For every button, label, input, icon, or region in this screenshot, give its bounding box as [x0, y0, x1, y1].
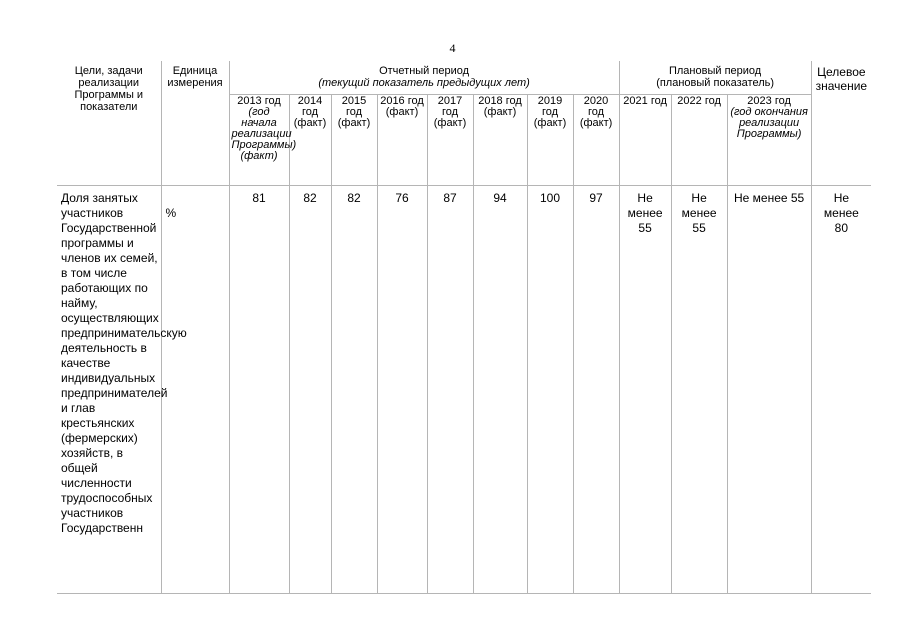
value-cell: Не менее 55 — [671, 185, 727, 593]
target-column-header: Целевое значение — [811, 61, 871, 185]
indicators-table — [57, 61, 871, 594]
reporting-period-header — [229, 61, 619, 94]
year-header: 2020 год (факт) — [573, 94, 619, 185]
year-header: 2017 год (факт) — [427, 94, 473, 185]
year-header: 2023 год (год окончания реализации Программы) — [727, 94, 811, 185]
value-cell: 97 — [573, 185, 619, 593]
year-header: 2013 год (год начала реализации Программы) (факт) — [229, 94, 289, 185]
planned-period-title: Плановый период — [668, 65, 762, 77]
unit-column-header: Единица измерения — [161, 61, 229, 185]
goals-column-header: Цели, задачи реализации Программы и показатели — [57, 61, 161, 185]
value-cell: 82 — [331, 185, 377, 593]
value-cell: 76 — [377, 185, 427, 593]
value-cell: 82 — [289, 185, 331, 593]
year-header: 2018 год (факт) — [473, 94, 527, 185]
year-header: 2022 год — [671, 94, 727, 185]
reporting-period-title: Отчетный период — [379, 65, 470, 77]
value-cell: 81 — [229, 185, 289, 593]
indicator-description: Доля занятых участников Государственной программы и членов их семей, в том числе работающих по найму, осуществляющих предпринимательскую деятельность в качестве индивидуальных предпринимателей и глав крестьянских (фермерских) хозяйств, в общей численности трудоспособных участников Государственн — [57, 185, 161, 593]
target-value: Не менее 80 — [811, 185, 871, 593]
page-number: 4 — [449, 41, 456, 55]
value-cell: 87 — [427, 185, 473, 593]
year-header: 2021 год — [619, 94, 671, 185]
value-cell: Не менее 55 — [619, 185, 671, 593]
header-row-1 — [57, 61, 871, 94]
table-row — [57, 185, 871, 593]
value-cell: 100 — [527, 185, 573, 593]
planned-period-subtitle: (плановый показатель) — [656, 77, 775, 89]
year-header: 2014 год (факт) — [289, 94, 331, 185]
unit-value: % — [161, 185, 229, 593]
reporting-period-subtitle: (текущий показатель предыдущих лет) — [318, 77, 530, 89]
value-cell: 94 — [473, 185, 527, 593]
value-cell: Не менее 55 — [727, 185, 811, 593]
planned-period-header — [619, 61, 811, 94]
year-header: 2015 год (факт) — [331, 94, 377, 185]
year-header: 2019 год (факт) — [527, 94, 573, 185]
year-header: 2016 год (факт) — [377, 94, 427, 185]
